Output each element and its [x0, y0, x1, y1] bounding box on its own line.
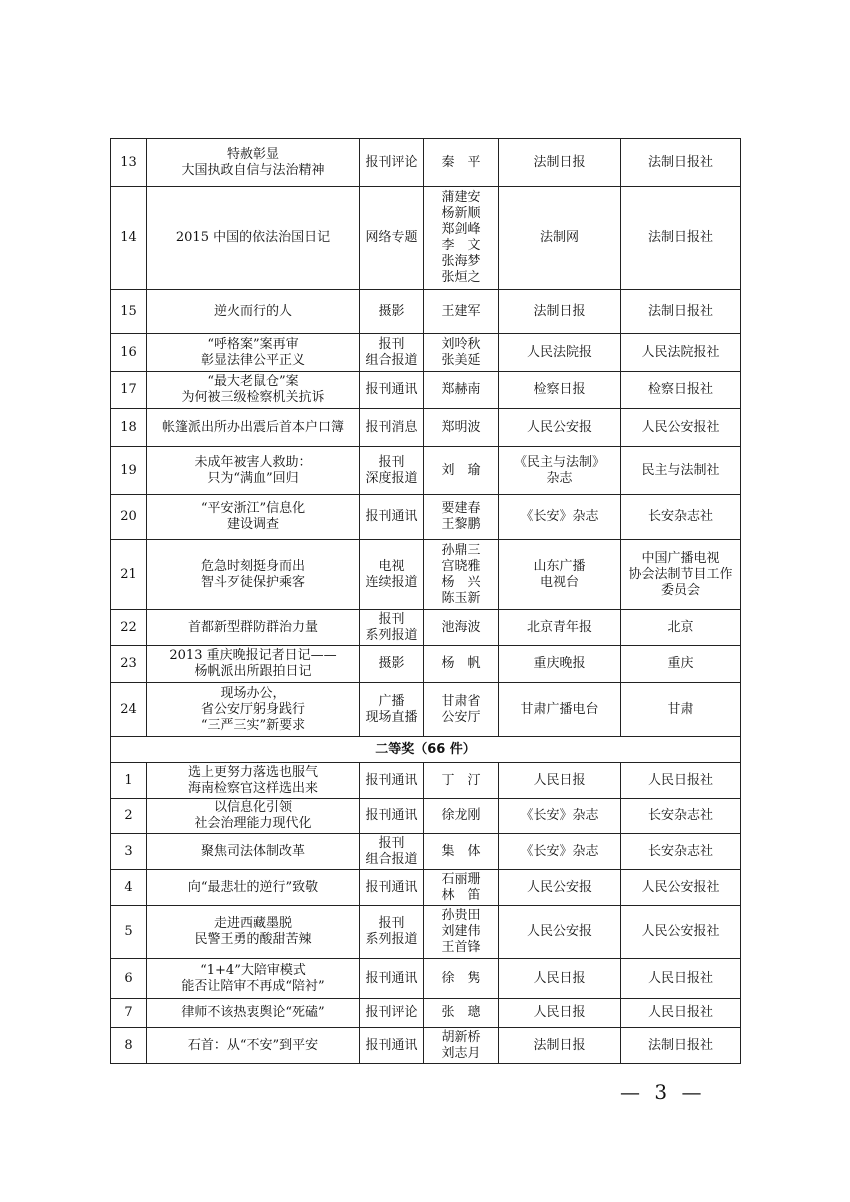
submitting-unit: 人民日报社 [621, 763, 741, 799]
awards-table [110, 138, 741, 1064]
publishing-media: 《长安》杂志 [499, 495, 621, 540]
publishing-media: 人民日报 [499, 999, 621, 1028]
submitting-unit: 人民日报社 [621, 999, 741, 1028]
work-type: 报刊评论 [360, 999, 424, 1028]
work-type: 报刊 组合报道 [360, 834, 424, 870]
row-number: 16 [111, 334, 147, 372]
work-type: 报刊通讯 [360, 799, 424, 834]
row-number: 3 [111, 834, 147, 870]
publishing-media: 人民公安报 [499, 409, 621, 447]
row-number: 13 [111, 139, 147, 187]
work-type: 广播 现场直播 [360, 683, 424, 737]
submitting-unit: 北京 [621, 610, 741, 646]
row-number: 15 [111, 290, 147, 334]
work-authors: 池海波 [424, 610, 499, 646]
table-row [111, 334, 741, 372]
table-row [111, 799, 741, 834]
submitting-unit: 长安杂志社 [621, 799, 741, 834]
work-authors: 丁 汀 [424, 763, 499, 799]
work-authors: 蒲建安 杨新顺 郑剑峰 李 文 张海梦 张烜之 [424, 187, 499, 290]
work-title: 向“最悲壮的逆行”致敬 [147, 870, 360, 906]
work-authors: 郑赫南 [424, 372, 499, 409]
table-row [111, 1028, 741, 1064]
table-row [111, 834, 741, 870]
submitting-unit: 法制日报社 [621, 1028, 741, 1064]
publishing-media: 法制日报 [499, 290, 621, 334]
publishing-media: 法制网 [499, 187, 621, 290]
publishing-media: 《民主与法制》 杂志 [499, 447, 621, 495]
work-authors: 秦 平 [424, 139, 499, 187]
work-type: 报刊 系列报道 [360, 610, 424, 646]
work-authors: 徐龙刚 [424, 799, 499, 834]
table-row [111, 959, 741, 999]
work-title: “平安浙江”信息化 建设调查 [147, 495, 360, 540]
work-type: 报刊 组合报道 [360, 334, 424, 372]
row-number: 24 [111, 683, 147, 737]
work-title: 2013 重庆晚报记者日记—— 杨帆派出所跟拍日记 [147, 646, 360, 683]
work-authors: 杨 帆 [424, 646, 499, 683]
work-authors: 徐 隽 [424, 959, 499, 999]
work-title: 帐篷派出所办出震后首本户口簿 [147, 409, 360, 447]
work-title: 逆火而行的人 [147, 290, 360, 334]
submitting-unit: 人民法院报社 [621, 334, 741, 372]
work-title: 以信息化引领 社会治理能力现代化 [147, 799, 360, 834]
work-type: 网络专题 [360, 187, 424, 290]
submitting-unit: 中国广播电视 协会法制节目工作 委员会 [621, 540, 741, 610]
submitting-unit: 民主与法制社 [621, 447, 741, 495]
work-title: 现场办公， 省公安厅躬身践行 “三严三实”新要求 [147, 683, 360, 737]
publishing-media: 人民公安报 [499, 906, 621, 959]
row-number: 22 [111, 610, 147, 646]
table-row [111, 683, 741, 737]
work-authors: 刘 瑜 [424, 447, 499, 495]
row-number: 5 [111, 906, 147, 959]
submitting-unit: 长安杂志社 [621, 495, 741, 540]
submitting-unit: 检察日报社 [621, 372, 741, 409]
page-number: — 3 — [620, 1080, 706, 1104]
work-type: 摄影 [360, 646, 424, 683]
row-number: 19 [111, 447, 147, 495]
work-authors: 石丽珊 林 笛 [424, 870, 499, 906]
publishing-media: 人民日报 [499, 959, 621, 999]
work-type: 报刊 深度报道 [360, 447, 424, 495]
work-authors: 要建春 王黎鹏 [424, 495, 499, 540]
work-title: 未成年被害人救助： 只为“满血”回归 [147, 447, 360, 495]
publishing-media: 《长安》杂志 [499, 799, 621, 834]
work-title: “呼格案”案再审 彰显法律公平正义 [147, 334, 360, 372]
submitting-unit: 重庆 [621, 646, 741, 683]
table-row [111, 906, 741, 959]
row-number: 6 [111, 959, 147, 999]
submitting-unit: 法制日报社 [621, 139, 741, 187]
work-type: 报刊通讯 [360, 870, 424, 906]
submitting-unit: 法制日报社 [621, 290, 741, 334]
work-authors: 胡新桥 刘志月 [424, 1028, 499, 1064]
submitting-unit: 人民公安报社 [621, 870, 741, 906]
row-number: 18 [111, 409, 147, 447]
work-type: 电视 连续报道 [360, 540, 424, 610]
publishing-media: 重庆晚报 [499, 646, 621, 683]
section-header-row [111, 737, 741, 763]
table-row [111, 372, 741, 409]
publishing-media: 《长安》杂志 [499, 834, 621, 870]
publishing-media: 检察日报 [499, 372, 621, 409]
row-number: 2 [111, 799, 147, 834]
row-number: 14 [111, 187, 147, 290]
work-title: 特赦彰显 大国执政自信与法治精神 [147, 139, 360, 187]
row-number: 7 [111, 999, 147, 1028]
table-row [111, 409, 741, 447]
publishing-media: 法制日报 [499, 139, 621, 187]
work-authors: 张 璁 [424, 999, 499, 1028]
table-row [111, 646, 741, 683]
publishing-media: 人民公安报 [499, 870, 621, 906]
table-row [111, 187, 741, 290]
submitting-unit: 人民公安报社 [621, 906, 741, 959]
publishing-media: 甘肃广播电台 [499, 683, 621, 737]
table-row [111, 447, 741, 495]
table-row [111, 495, 741, 540]
work-title: 石首：从“不安”到平安 [147, 1028, 360, 1064]
submitting-unit: 法制日报社 [621, 187, 741, 290]
work-type: 报刊通讯 [360, 1028, 424, 1064]
work-authors: 郑明波 [424, 409, 499, 447]
publishing-media: 人民法院报 [499, 334, 621, 372]
work-authors: 刘呤秋 张美延 [424, 334, 499, 372]
work-title: 律师不该热衷舆论“死磕” [147, 999, 360, 1028]
table-row [111, 999, 741, 1028]
work-type: 报刊通讯 [360, 495, 424, 540]
work-title: 走进西藏墨脱 民警王勇的酸甜苦辣 [147, 906, 360, 959]
work-title: “1+4”大陪审模式 能否让陪审不再成“陪衬” [147, 959, 360, 999]
publishing-media: 北京青年报 [499, 610, 621, 646]
work-authors: 集 体 [424, 834, 499, 870]
table-row [111, 139, 741, 187]
submitting-unit: 长安杂志社 [621, 834, 741, 870]
row-number: 20 [111, 495, 147, 540]
work-title: 选上更努力落选也服气 海南检察官这样选出来 [147, 763, 360, 799]
publishing-media: 山东广播 电视台 [499, 540, 621, 610]
table-row [111, 290, 741, 334]
row-number: 8 [111, 1028, 147, 1064]
row-number: 17 [111, 372, 147, 409]
table-row [111, 763, 741, 799]
work-title: 首都新型群防群治力量 [147, 610, 360, 646]
first-prize-rows [111, 139, 741, 737]
work-title: “最大老鼠仓”案 为何被三级检察机关抗诉 [147, 372, 360, 409]
second-prize-section [111, 737, 741, 1064]
submitting-unit: 人民日报社 [621, 959, 741, 999]
table-row [111, 610, 741, 646]
work-type: 报刊消息 [360, 409, 424, 447]
section-title: 二等奖（66 件） [111, 737, 741, 763]
work-title: 2015 中国的依法治国日记 [147, 187, 360, 290]
work-authors: 孙鼎三 宫晓雅 杨 兴 陈玉新 [424, 540, 499, 610]
table-row [111, 540, 741, 610]
work-type: 报刊通讯 [360, 763, 424, 799]
work-type: 报刊通讯 [360, 959, 424, 999]
work-authors: 甘肃省 公安厅 [424, 683, 499, 737]
publishing-media: 法制日报 [499, 1028, 621, 1064]
publishing-media: 人民日报 [499, 763, 621, 799]
work-type: 报刊评论 [360, 139, 424, 187]
work-type: 摄影 [360, 290, 424, 334]
work-type: 报刊通讯 [360, 372, 424, 409]
row-number: 23 [111, 646, 147, 683]
table-row [111, 870, 741, 906]
submitting-unit: 甘肃 [621, 683, 741, 737]
work-authors: 孙贵田 刘建伟 王首锋 [424, 906, 499, 959]
work-type: 报刊 系列报道 [360, 906, 424, 959]
submitting-unit: 人民公安报社 [621, 409, 741, 447]
row-number: 1 [111, 763, 147, 799]
work-title: 聚焦司法体制改革 [147, 834, 360, 870]
row-number: 21 [111, 540, 147, 610]
work-authors: 王建军 [424, 290, 499, 334]
work-title: 危急时刻挺身而出 智斗歹徒保护乘客 [147, 540, 360, 610]
row-number: 4 [111, 870, 147, 906]
